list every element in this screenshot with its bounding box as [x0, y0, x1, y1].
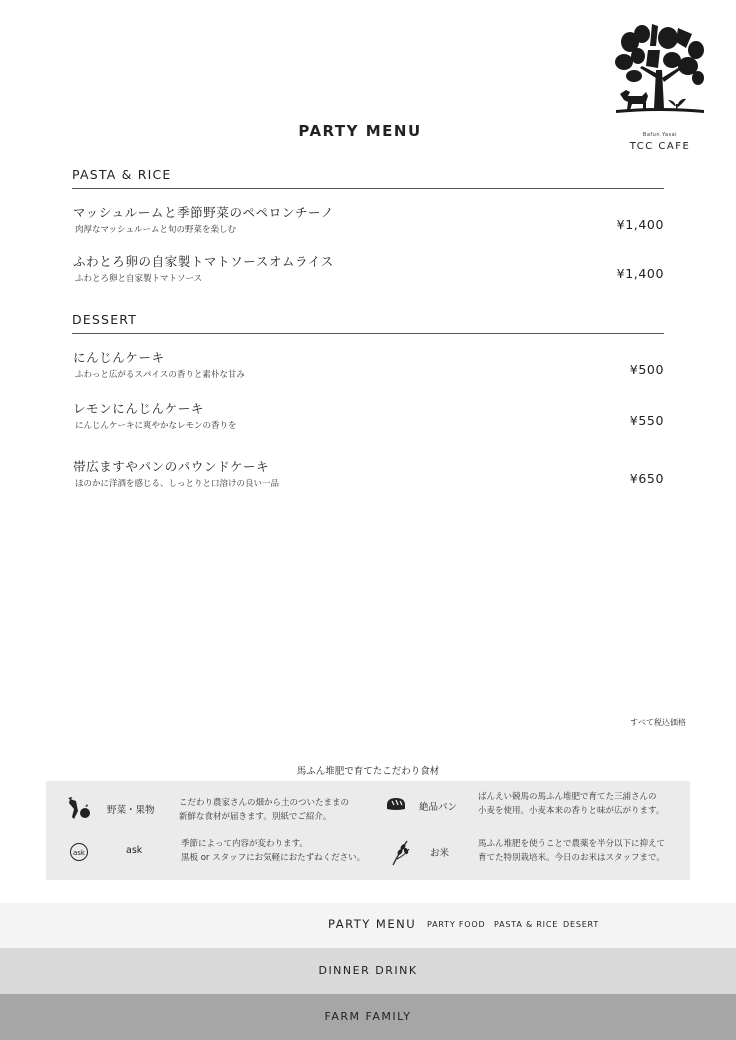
ask-icon-text: ask — [73, 849, 85, 857]
section-divider — [72, 333, 664, 334]
ingredients-info-box — [46, 781, 690, 880]
menu-item-description: ほのかに洋酒を感じる、しっとりと口溶けの良い一品 — [75, 479, 280, 489]
vegetables-icon — [66, 797, 92, 821]
bread-icon — [385, 796, 407, 812]
section-heading-dessert: DESSERT — [72, 312, 138, 327]
page-title: PARTY MENU — [298, 122, 422, 140]
menu-item-name: レモンにんじんケーキ — [73, 401, 205, 416]
menu-item-name: 帯広ますやパンのパウンドケーキ — [73, 459, 270, 474]
menu-item-description: ふわっと広がるスパイスの香りと素朴な甘み — [75, 370, 245, 380]
menu-item-price: ¥1,400 — [616, 266, 664, 281]
menu-item-name: ふわとろ卵の自家製トマトソースオムライス — [73, 254, 334, 269]
nav-sublink-party-food[interactable]: PARTY FOOD — [427, 920, 486, 929]
ingredient-description: こだわり農家さんの畑から土のついたままの 新鮮な食材が届きます。別紙でご紹介。 — [179, 798, 350, 822]
nav-link-party-menu[interactable]: PARTY MENU — [328, 917, 417, 931]
ingredient-label: お米 — [430, 848, 450, 859]
logo-name: TCC CAFE — [629, 141, 691, 152]
logo-subtitle: Bafun Yasai — [642, 132, 678, 138]
nav-link-farm-family[interactable]: FARM FAMILY — [324, 1010, 412, 1023]
menu-item-description: 肉厚なマッシュルームと旬の野菜を楽しむ — [75, 225, 236, 235]
section-divider — [72, 188, 664, 189]
menu-item-price: ¥500 — [629, 362, 664, 377]
nav-sublink-pasta-rice[interactable]: PASTA & RICE — [494, 920, 559, 929]
tree-logo-icon — [612, 20, 708, 132]
ask-icon — [69, 842, 89, 862]
ingredient-description: 馬ふん堆肥を使うことで農薬を半分以下に抑えて 育てた特別栽培米。今日のお米はスタッフまで。 — [478, 839, 666, 863]
menu-item-description: ふわとろ卵と自家製トマトソース — [75, 274, 203, 284]
ingredient-description: ばんえい競馬の馬ふん堆肥で育てた三浦さんの 小麦を使用。小麦本来の香りと味が広がります。 — [478, 792, 665, 816]
ingredient-label: ask — [126, 845, 143, 856]
nav-sublink-desert[interactable]: DESERT — [563, 920, 600, 929]
menu-item-name: にんじんケーキ — [73, 350, 165, 365]
ingredient-description: 季節によって内容が変わります。 黒板 or スタッフにお気軽におたずねください。 — [181, 839, 366, 863]
nav-link-dinner-drink[interactable]: DINNER DRINK — [318, 964, 418, 977]
ingredient-label: 野菜・果物 — [107, 805, 155, 816]
tax-included-note: すべて税込価格 — [630, 718, 686, 727]
menu-item-price: ¥650 — [629, 471, 664, 486]
menu-item-description: にんじんケーキに爽やかなレモンの香りを — [75, 421, 237, 431]
rice-plant-icon — [389, 837, 413, 867]
menu-item-price: ¥550 — [629, 413, 664, 428]
menu-item-price: ¥1,400 — [616, 217, 664, 232]
ingredients-title: 馬ふん堆肥で育てたこだわり食材 — [296, 766, 440, 777]
ingredient-label: 絶品パン — [419, 802, 458, 813]
menu-item-name: マッシュルームと季節野菜のペペロンチーノ — [73, 205, 335, 220]
section-heading-pasta-rice: PASTA & RICE — [72, 167, 172, 182]
